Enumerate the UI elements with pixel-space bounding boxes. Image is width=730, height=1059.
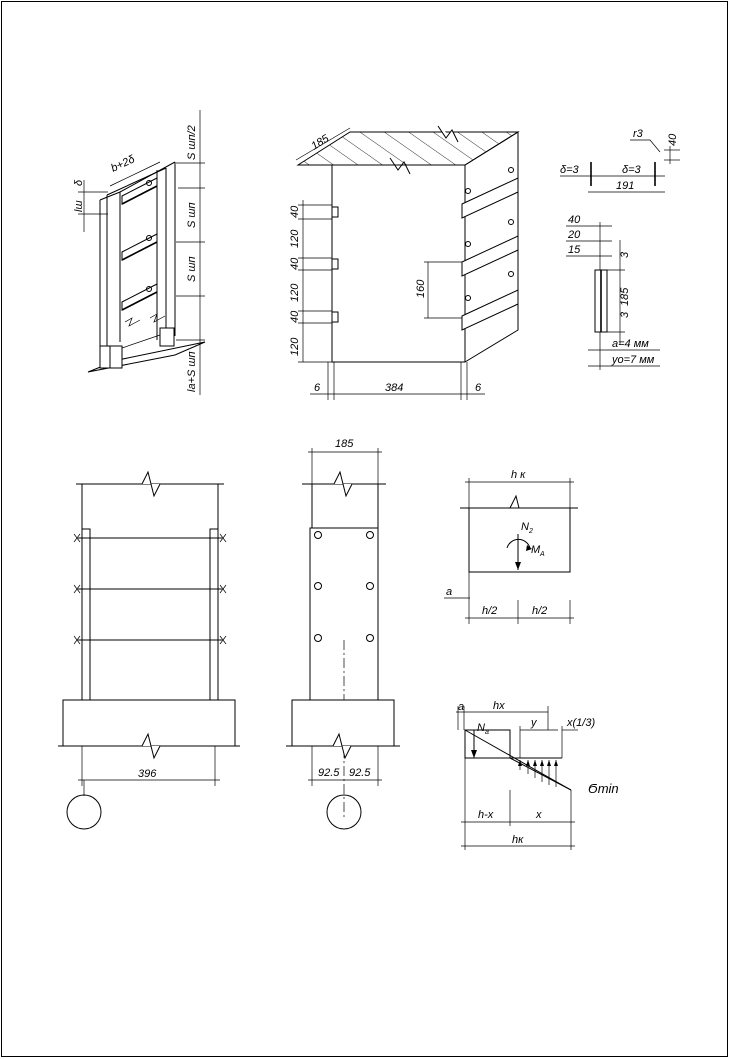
scheme-bottom-x13: x(1/3) xyxy=(567,717,596,729)
scheme-top-ma: M xyxy=(531,544,541,556)
detail-b-dim-40-1: 40 xyxy=(289,205,301,218)
scheme-bottom-sigma: Ϭmin xyxy=(588,781,619,796)
detail-d-dim-20: 20 xyxy=(568,229,581,241)
scheme-bottom-hk: hк xyxy=(512,834,524,846)
detail-c-dim-delta-left: δ=3 xyxy=(560,164,579,176)
scheme-top-a: a xyxy=(446,586,453,598)
detail-b-dim-120-1: 120 xyxy=(289,229,301,248)
scheme-bottom-hmx: h-x xyxy=(478,809,494,821)
detail-d-note-yo: yo=7 мм xyxy=(612,354,655,366)
side-view-dim-185: 185 xyxy=(335,438,354,450)
front-view-dim-396: 396 xyxy=(138,768,157,780)
detail-c-dim-delta-right: δ=3 xyxy=(622,164,641,176)
scheme-top-hk: h к xyxy=(511,469,526,481)
detail-b-column-elevation xyxy=(296,126,518,400)
scheme-top-h2-right: h/2 xyxy=(532,605,548,617)
scheme-bottom-stress-diagram xyxy=(456,706,578,850)
detail-b-dim-40-3: 40 xyxy=(289,310,301,323)
detail-b-dim-185: 185 xyxy=(309,132,332,153)
side-view-dim-925-left: 92.5 xyxy=(318,767,340,779)
detail-b-dim-40-2: 40 xyxy=(289,257,301,270)
detail-b-dim-120-3: 120 xyxy=(289,337,301,356)
detail-d-dim-3-top: 3 xyxy=(619,251,631,258)
detail-b-dim-6-left: 6 xyxy=(314,382,321,394)
scheme-top-h2-left: h/2 xyxy=(482,605,498,617)
scheme-bottom-y: y xyxy=(531,717,537,729)
scheme-top-n2: N xyxy=(521,521,529,533)
detail-c-dim-40: 40 xyxy=(667,133,679,146)
detail-a-dim-swp-half: S шп/2 xyxy=(186,125,198,160)
detail-d-dim-15: 15 xyxy=(568,244,581,256)
detail-b-dim-384: 384 xyxy=(385,382,404,394)
detail-d-note-a: a=4 мм xyxy=(612,338,649,350)
scheme-bottom-hx: hx xyxy=(493,700,505,712)
detail-c-dim-191: 191 xyxy=(616,180,635,192)
detail-d-dim-3-bottom: 3 xyxy=(619,311,631,318)
detail-b-dim-160: 160 xyxy=(415,279,427,298)
side-view-column xyxy=(286,448,400,829)
scheme-top-n2-sub: 2 xyxy=(529,528,533,535)
scheme-bottom-na: N xyxy=(477,722,485,734)
detail-d-dim-185: 185 xyxy=(619,287,631,306)
detail-d-dim-40: 40 xyxy=(568,214,581,226)
detail-c-dim-r3: r3 xyxy=(633,128,643,140)
scheme-bottom-na-sub: a xyxy=(485,729,489,736)
scheme-top-load xyxy=(444,478,578,624)
side-view-dim-925-right: 92.5 xyxy=(349,767,371,779)
detail-a-dim-swp-2: S шп xyxy=(186,256,198,282)
detail-b-dim-120-2: 120 xyxy=(289,283,301,302)
detail-a-dim-lw: lш xyxy=(73,200,85,212)
detail-b-dim-6-right: 6 xyxy=(475,382,482,394)
detail-a-dim-swp-1: S шп xyxy=(186,202,198,228)
detail-a-dim-delta: δ xyxy=(73,179,85,186)
scheme-top-ma-sub: A xyxy=(540,551,545,558)
scheme-bottom-a: a xyxy=(458,701,465,713)
detail-a-dim-la-swp: lа+S шп xyxy=(186,351,198,392)
scheme-bottom-x: x xyxy=(536,809,542,821)
detail-a-dim-b2d: b+2δ xyxy=(109,153,137,175)
